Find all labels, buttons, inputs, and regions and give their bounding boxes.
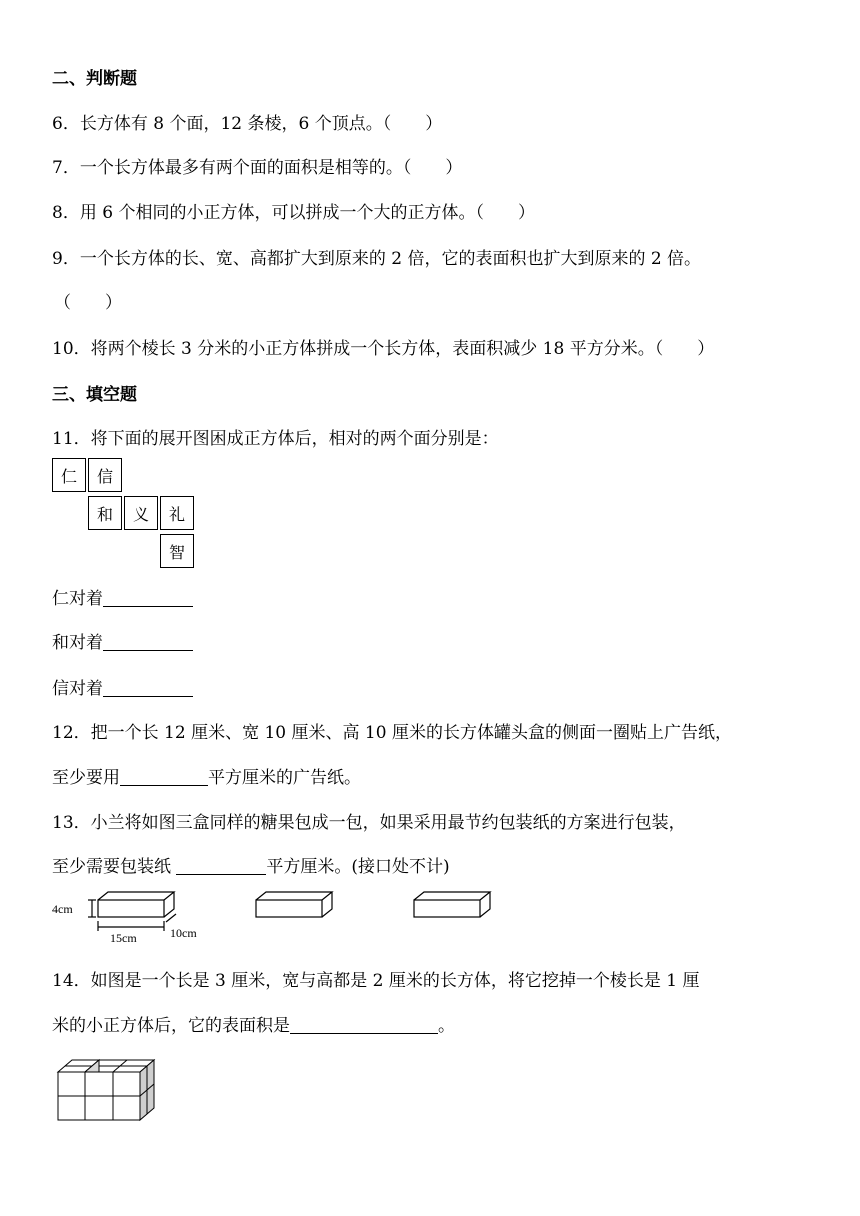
net-cell-he: 和 <box>88 496 122 530</box>
question-6: 6．长方体有 8 个面，12 条棱，6 个顶点。（ ） <box>52 114 443 134</box>
net-cell-zhi: 智 <box>160 534 194 568</box>
question-13-line-1: 13．小兰将如图三盒同样的糖果包成一包，如果采用最节约包装纸的方案进行包装， <box>52 813 686 833</box>
question-10: 10．将两个棱长 3 分米的小正方体拼成一个长方体，表面积减少 18 平方分米。（ ） <box>52 339 715 359</box>
question-13-blank[interactable] <box>176 856 266 875</box>
net-cell-ren: 仁 <box>52 458 86 492</box>
net-cell-xin: 信 <box>88 458 122 492</box>
question-12-line-2 <box>52 763 361 788</box>
question-7: 7．一个长方体最多有两个面的面积是相等的。（ ） <box>52 158 463 178</box>
net-cell-yi: 义 <box>124 496 158 530</box>
box-height-label: 4cm <box>52 902 73 916</box>
question-12-prefix: 至少要用 <box>52 768 120 788</box>
answer-xin-label: 信对着 <box>52 679 103 699</box>
answer-ren-line <box>52 584 193 609</box>
question-14-line-1: 14．如图是一个长是 3 厘米，宽与高都是 2 厘米的长方体，将它挖掉一个棱长是 1 厘 <box>52 971 700 991</box>
candy-boxes-figure <box>48 886 508 946</box>
answer-he-label: 和对着 <box>52 633 103 653</box>
cuboid-cube-removed-figure <box>52 1056 162 1128</box>
box-length-label: 15cm <box>110 931 137 945</box>
question-14-suffix: 。 <box>438 1016 455 1036</box>
candy-box-2 <box>256 892 332 917</box>
question-9-answer-paren: （ ） <box>54 293 122 313</box>
question-14-prefix: 米的小正方体后，它的表面积是 <box>52 1016 290 1036</box>
question-14-line-2 <box>52 1011 455 1036</box>
answer-he-blank[interactable] <box>103 632 193 651</box>
question-13-suffix: 平方厘米。(接口处不计) <box>266 857 450 877</box>
question-11: 11．将下面的展开图困成正方体后，相对的两个面分别是： <box>52 429 499 449</box>
question-12-blank[interactable] <box>120 767 208 786</box>
candy-box-1 <box>88 892 176 931</box>
answer-ren-blank[interactable] <box>103 588 193 607</box>
candy-box-3 <box>414 892 490 917</box>
section-title-fill-in: 三、填空题 <box>52 385 137 405</box>
question-8: 8．用 6 个相同的小正方体，可以拼成一个大的正方体。（ ） <box>52 203 535 223</box>
box-width-label: 10cm <box>170 926 197 940</box>
answer-he-line <box>52 628 193 653</box>
question-9: 9．一个长方体的长、宽、高都扩大到原来的 2 倍，它的表面积也扩大到原来的 2 倍。 <box>52 249 702 269</box>
section-title-judgement: 二、判断题 <box>52 69 137 89</box>
answer-xin-blank[interactable] <box>103 678 193 697</box>
answer-ren-label: 仁对着 <box>52 589 103 609</box>
net-cell-li: 礼 <box>160 496 194 530</box>
answer-xin-line <box>52 674 193 699</box>
question-12-line-1: 12．把一个长 12 厘米、宽 10 厘米、高 10 厘米的长方体罐头盒的侧面一圈贴上广告纸， <box>52 723 732 743</box>
question-14-blank[interactable] <box>290 1015 438 1034</box>
question-13-line-2 <box>52 852 450 877</box>
question-12-suffix: 平方厘米的广告纸。 <box>208 768 361 788</box>
question-13-prefix: 至少需要包装纸 <box>52 857 177 877</box>
cube-net-figure <box>52 458 202 570</box>
